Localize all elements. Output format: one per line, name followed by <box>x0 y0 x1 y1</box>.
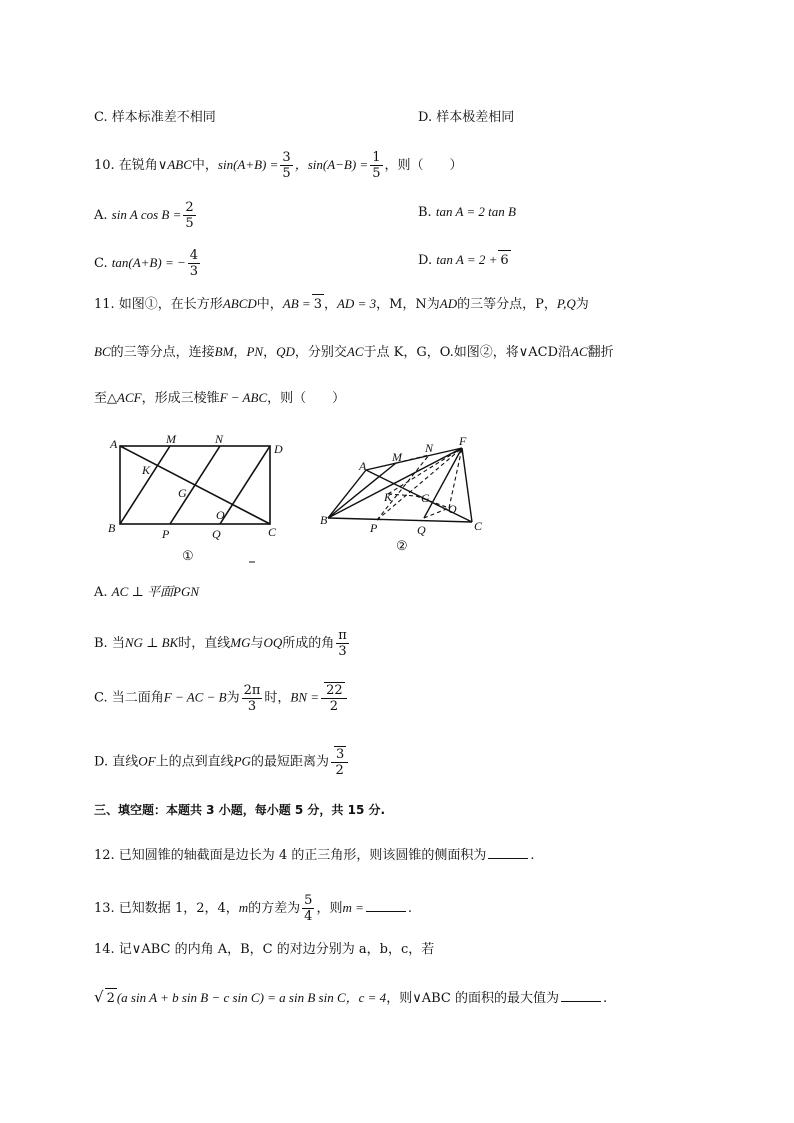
fraction: $\frac{5}{4}$ <box>304 893 313 924</box>
line-kg <box>388 494 416 496</box>
line-qd <box>220 446 270 524</box>
q10-option-c: C. tan(A+B) = − $\frac{4}{3}$ <box>94 248 199 279</box>
edge-ba <box>328 470 366 518</box>
q10-stem: 10. 在锐角∨ABC中，sin(A+B) = $\frac{3}{5}$ ，sin(A−B) = $\frac{1}{5}$ ，则（ ） <box>94 150 463 181</box>
fraction: $\frac{2\pi}{3}$ <box>243 682 261 714</box>
q10-option-a: A. sin A cos B = $\frac{2}{5}$ <box>94 200 194 231</box>
q12: 12. 已知圆锥的轴截面是边长为 4 的正三角形，则该圆锥的侧面积为 . <box>94 848 535 863</box>
point-label: P <box>162 527 170 541</box>
q9-option-d: D. 样本极差相同 <box>418 110 515 125</box>
point-label: M <box>166 432 176 446</box>
answer-blank <box>561 989 601 1002</box>
line-of <box>449 448 462 508</box>
answer-blank <box>366 899 406 912</box>
point-label: N <box>215 432 224 446</box>
fraction: $\frac{\pi}{3}$ <box>338 628 347 659</box>
point-label: B <box>320 513 328 527</box>
point-label: D <box>274 442 283 456</box>
answer-blank <box>488 846 528 859</box>
fraction: $\frac{2}{5}$ <box>185 200 194 231</box>
fraction: $\frac{1}{5}$ <box>372 150 381 181</box>
sqrt: 6 <box>498 250 510 271</box>
point-label: G <box>178 486 187 500</box>
line-pn <box>170 446 220 524</box>
fraction: $\frac{3}{2}$ <box>331 746 348 778</box>
point-label: Q <box>212 527 221 541</box>
point-label: A <box>359 459 367 473</box>
point-label: F <box>459 434 467 448</box>
point-label: N <box>425 441 434 455</box>
edge-fc <box>462 448 472 522</box>
fraction: $\frac{4}{3}$ <box>189 248 199 279</box>
q10-option-d: D. tan A = 2 + 6 <box>418 250 511 271</box>
edge-af <box>366 448 462 470</box>
q11-option-c: C. 当二面角F − AC − B为 $\frac{2\pi}{3}$ 时，BN = $\frac{22}{2}$ <box>94 682 349 714</box>
point-label: P <box>370 521 378 535</box>
point-label: K <box>384 490 393 504</box>
q11-stem-line3: 至△ACF，形成三棱锥F − ABC，则（ ） <box>94 390 346 406</box>
point-label: C <box>474 519 483 533</box>
point-label: K <box>142 463 151 477</box>
q11-figures <box>94 428 504 568</box>
q9-option-c: C. 样本标准差不相同 <box>94 110 216 125</box>
q13: 13. 已知数据 1，2，4，m的方差为 $\frac{5}{4}$ ，则m = . <box>94 893 413 924</box>
q11-stem-line2: BC的三等分点，连接BM，PN，QD，分别交AC于点 K，G，O.如图②，将∨ACD沿AC翻折 <box>94 344 614 360</box>
fraction: $\frac{22}{2}$ <box>321 682 347 714</box>
fraction: $\frac{3}{5}$ <box>282 150 291 181</box>
point-label: O <box>448 502 457 516</box>
point-label: G <box>421 491 430 505</box>
q11-stem-line1: 11. 如图①，在长方形ABCD中，AB = 3 ，AD = 3，M，N为AD的三等分点，P，P,Q为 <box>94 294 589 315</box>
point-label: B <box>108 521 116 535</box>
q10-option-b: B. tan A = 2 tan B <box>418 204 516 220</box>
edge-bc <box>328 518 472 522</box>
figure-1-label: ① <box>182 548 194 563</box>
q14-line2: √ 2 (a sin A + b sin B − c sin C) = a sin B sin C，c = 4，则∨ABC 的面积的最大值为 . <box>94 987 607 1009</box>
q14-line1: 14. 记∨ABC 的内角 A，B，C 的对边分别为 a，b，c，若 <box>94 942 435 957</box>
figure-1 <box>120 446 270 524</box>
line-bm <box>120 446 170 524</box>
point-label: Q <box>417 523 426 537</box>
point-label: A <box>110 437 118 451</box>
q11-option-b: B. 当NG ⊥ BK时，直线MG与OQ所成的角 $\frac{\pi}{3}$ <box>94 628 347 659</box>
line-qo <box>424 508 449 518</box>
point-label: O <box>216 508 225 522</box>
section-3-heading: 三、填空题：本题共 3 小题，每小题 5 分，共 15 分. <box>94 803 386 817</box>
point-label: C <box>268 525 277 539</box>
q11-option-a: A. AC ⊥ 平面PGN <box>94 584 200 600</box>
figure-2-label: ② <box>396 538 408 553</box>
point-label: M <box>392 450 402 464</box>
q11-option-d: D. 直线OF上的点到直线PG的最短距离为 $\frac{3}{2}$ <box>94 746 350 778</box>
